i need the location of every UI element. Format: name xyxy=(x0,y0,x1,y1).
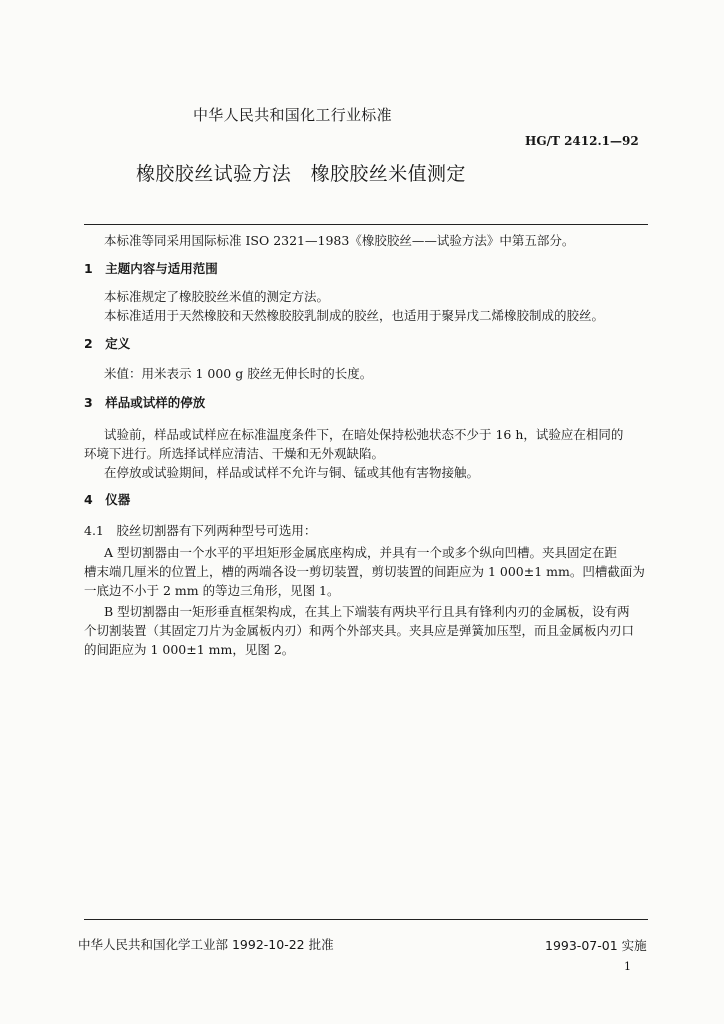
page-number: 1 xyxy=(624,960,631,973)
section-2-heading: 2 定义 xyxy=(84,336,131,351)
type-b-line-2: 个切割装置（其固定刀片为金属板内刃）和两个外部夹具。夹具应是弹簧加压型，而且金属板内刃口 xyxy=(84,623,635,638)
type-a-line-2: 槽末端几厘米的位置上，槽的两端各设一剪切装置，剪切装置的间距应为 1 000±1 mm。凹槽截面为 xyxy=(84,564,645,579)
intro-paragraph: 本标准等同采用国际标准 ISO 2321—1983《橡胶胶丝——试验方法》中第五部分。 xyxy=(104,233,575,248)
approval-line: 中华人民共和国化学工业部 1992-10-22 批准 xyxy=(78,937,334,952)
document-title: 橡胶胶丝试验方法 橡胶胶丝米值测定 xyxy=(136,163,466,185)
section-4-heading: 4 仪器 xyxy=(84,492,131,507)
section-3-paragraph-1-line-2: 环境下进行。所选择试样应清洁、干燥和无外观缺陷。 xyxy=(84,446,385,461)
section-1-heading: 1 主题内容与适用范围 xyxy=(84,261,218,276)
header-divider xyxy=(84,224,648,225)
type-b-line-1: B 型切割器由一矩形垂直框架构成，在其上下端装有两块平行且具有锋利内刃的金属板，设有两 xyxy=(104,604,630,619)
standard-title: 中华人民共和国化工行业标准 xyxy=(193,106,392,124)
type-a-line-3: 一底边不小于 2 mm 的等边三角形，见图 1。 xyxy=(84,583,340,598)
section-3-paragraph-2: 在停放或试验期间，样品或试样不允许与铜、锰或其他有害物接触。 xyxy=(104,465,480,480)
type-a-line-1: A 型切割器由一个水平的平坦矩形金属底座构成，并具有一个或多个纵向凹槽。夹具固定在距 xyxy=(104,545,618,560)
section-4-1-heading: 4.1 胶丝切割器有下列两种型号可选用： xyxy=(84,523,317,538)
section-1-paragraph-2: 本标准适用于天然橡胶和天然橡胶胶乳制成的胶丝，也适用于聚异戊二烯橡胶制成的胶丝。 xyxy=(104,308,605,323)
section-3-heading: 3 样品或试样的停放 xyxy=(84,395,206,410)
standard-code: HG/T 2412.1—92 xyxy=(525,134,639,148)
type-b-line-3: 的间距应为 1 000±1 mm，见图 2。 xyxy=(84,642,295,657)
section-3-paragraph-1-line-1: 试验前，样品或试样应在标准温度条件下，在暗处保持松弛状态不少于 16 h，试验应在相同的 xyxy=(104,427,624,442)
section-2-paragraph-1: 米值：用米表示 1 000 g 胶丝无伸长时的长度。 xyxy=(104,366,373,381)
section-1-paragraph-1: 本标准规定了橡胶胶丝米值的测定方法。 xyxy=(104,289,330,304)
footer-divider xyxy=(84,919,648,920)
implementation-date: 1993-07-01 实施 xyxy=(545,938,647,953)
